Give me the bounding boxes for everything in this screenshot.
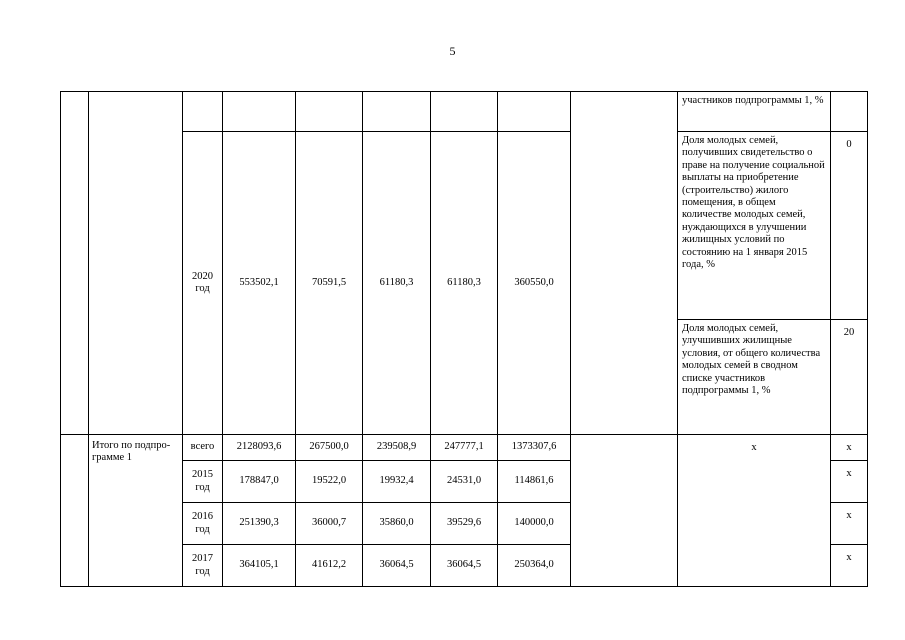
value-cell: 267500,0 <box>296 435 363 461</box>
year-cell: 2015 год <box>183 461 223 503</box>
value-cell: 250364,0 <box>498 545 571 587</box>
value-cell: 39529,6 <box>431 503 498 545</box>
year-cell: 2020 год <box>183 132 223 435</box>
value-cell: 61180,3 <box>363 132 431 435</box>
indicator-value: х <box>831 503 868 545</box>
cell <box>183 92 223 132</box>
page-number: 5 <box>449 44 456 58</box>
value-cell: 36000,7 <box>296 503 363 545</box>
value-cell: 61180,3 <box>431 132 498 435</box>
value-cell: 239508,9 <box>363 435 431 461</box>
value-cell: 2128093,6 <box>223 435 296 461</box>
table-row <box>61 92 868 132</box>
table-row <box>61 132 868 320</box>
indicator-value: х <box>831 435 868 461</box>
value-cell: 1373307,6 <box>498 435 571 461</box>
executor-cell <box>571 92 678 435</box>
indicator-text: участников подпрограммы 1, % <box>678 92 831 132</box>
number-cell <box>61 435 89 587</box>
value-cell: 36064,5 <box>431 545 498 587</box>
indicator-text: Доля молодых семей, улучшивших жилищные условия, от общего количества молодых семей в сводном списке участников подпрограммы 1, % <box>678 320 831 435</box>
value-cell: 251390,3 <box>223 503 296 545</box>
name-cell <box>89 92 183 435</box>
cell <box>431 92 498 132</box>
value-cell: 19522,0 <box>296 461 363 503</box>
value-cell: 19932,4 <box>363 461 431 503</box>
cell <box>363 92 431 132</box>
cell <box>296 92 363 132</box>
budget-table <box>60 91 868 587</box>
indicator-text: х <box>678 435 831 587</box>
number-cell <box>61 92 89 435</box>
value-cell: 364105,1 <box>223 545 296 587</box>
executor-cell <box>571 435 678 587</box>
indicator-value: х <box>831 461 868 503</box>
indicator-text: Доля молодых семей, получивших свидетельство о праве на получение социальной выплаты на приобретение (строительство) жилого помещения, в общем количестве молодых семей, нуждающихся в улучшении жилищных условий по состоянию на 1 января 2015 года, % <box>678 132 831 320</box>
value-cell: 70591,5 <box>296 132 363 435</box>
indicator-value: 0 <box>831 132 868 320</box>
year-cell: 2017 год <box>183 545 223 587</box>
value-cell: 35860,0 <box>363 503 431 545</box>
value-cell: 178847,0 <box>223 461 296 503</box>
cell <box>498 92 571 132</box>
cell <box>223 92 296 132</box>
value-cell: 247777,1 <box>431 435 498 461</box>
year-cell: всего <box>183 435 223 461</box>
table-row <box>61 435 868 461</box>
indicator-value: х <box>831 545 868 587</box>
value-cell: 553502,1 <box>223 132 296 435</box>
value-cell: 140000,0 <box>498 503 571 545</box>
year-cell: 2016 год <box>183 503 223 545</box>
value-cell: 36064,5 <box>363 545 431 587</box>
value-cell: 360550,0 <box>498 132 571 435</box>
value-cell: 24531,0 <box>431 461 498 503</box>
indicator-value <box>831 92 868 132</box>
total-label: Итого по подпро-грамме 1 <box>89 435 183 587</box>
value-cell: 114861,6 <box>498 461 571 503</box>
value-cell: 41612,2 <box>296 545 363 587</box>
indicator-value: 20 <box>831 320 868 435</box>
